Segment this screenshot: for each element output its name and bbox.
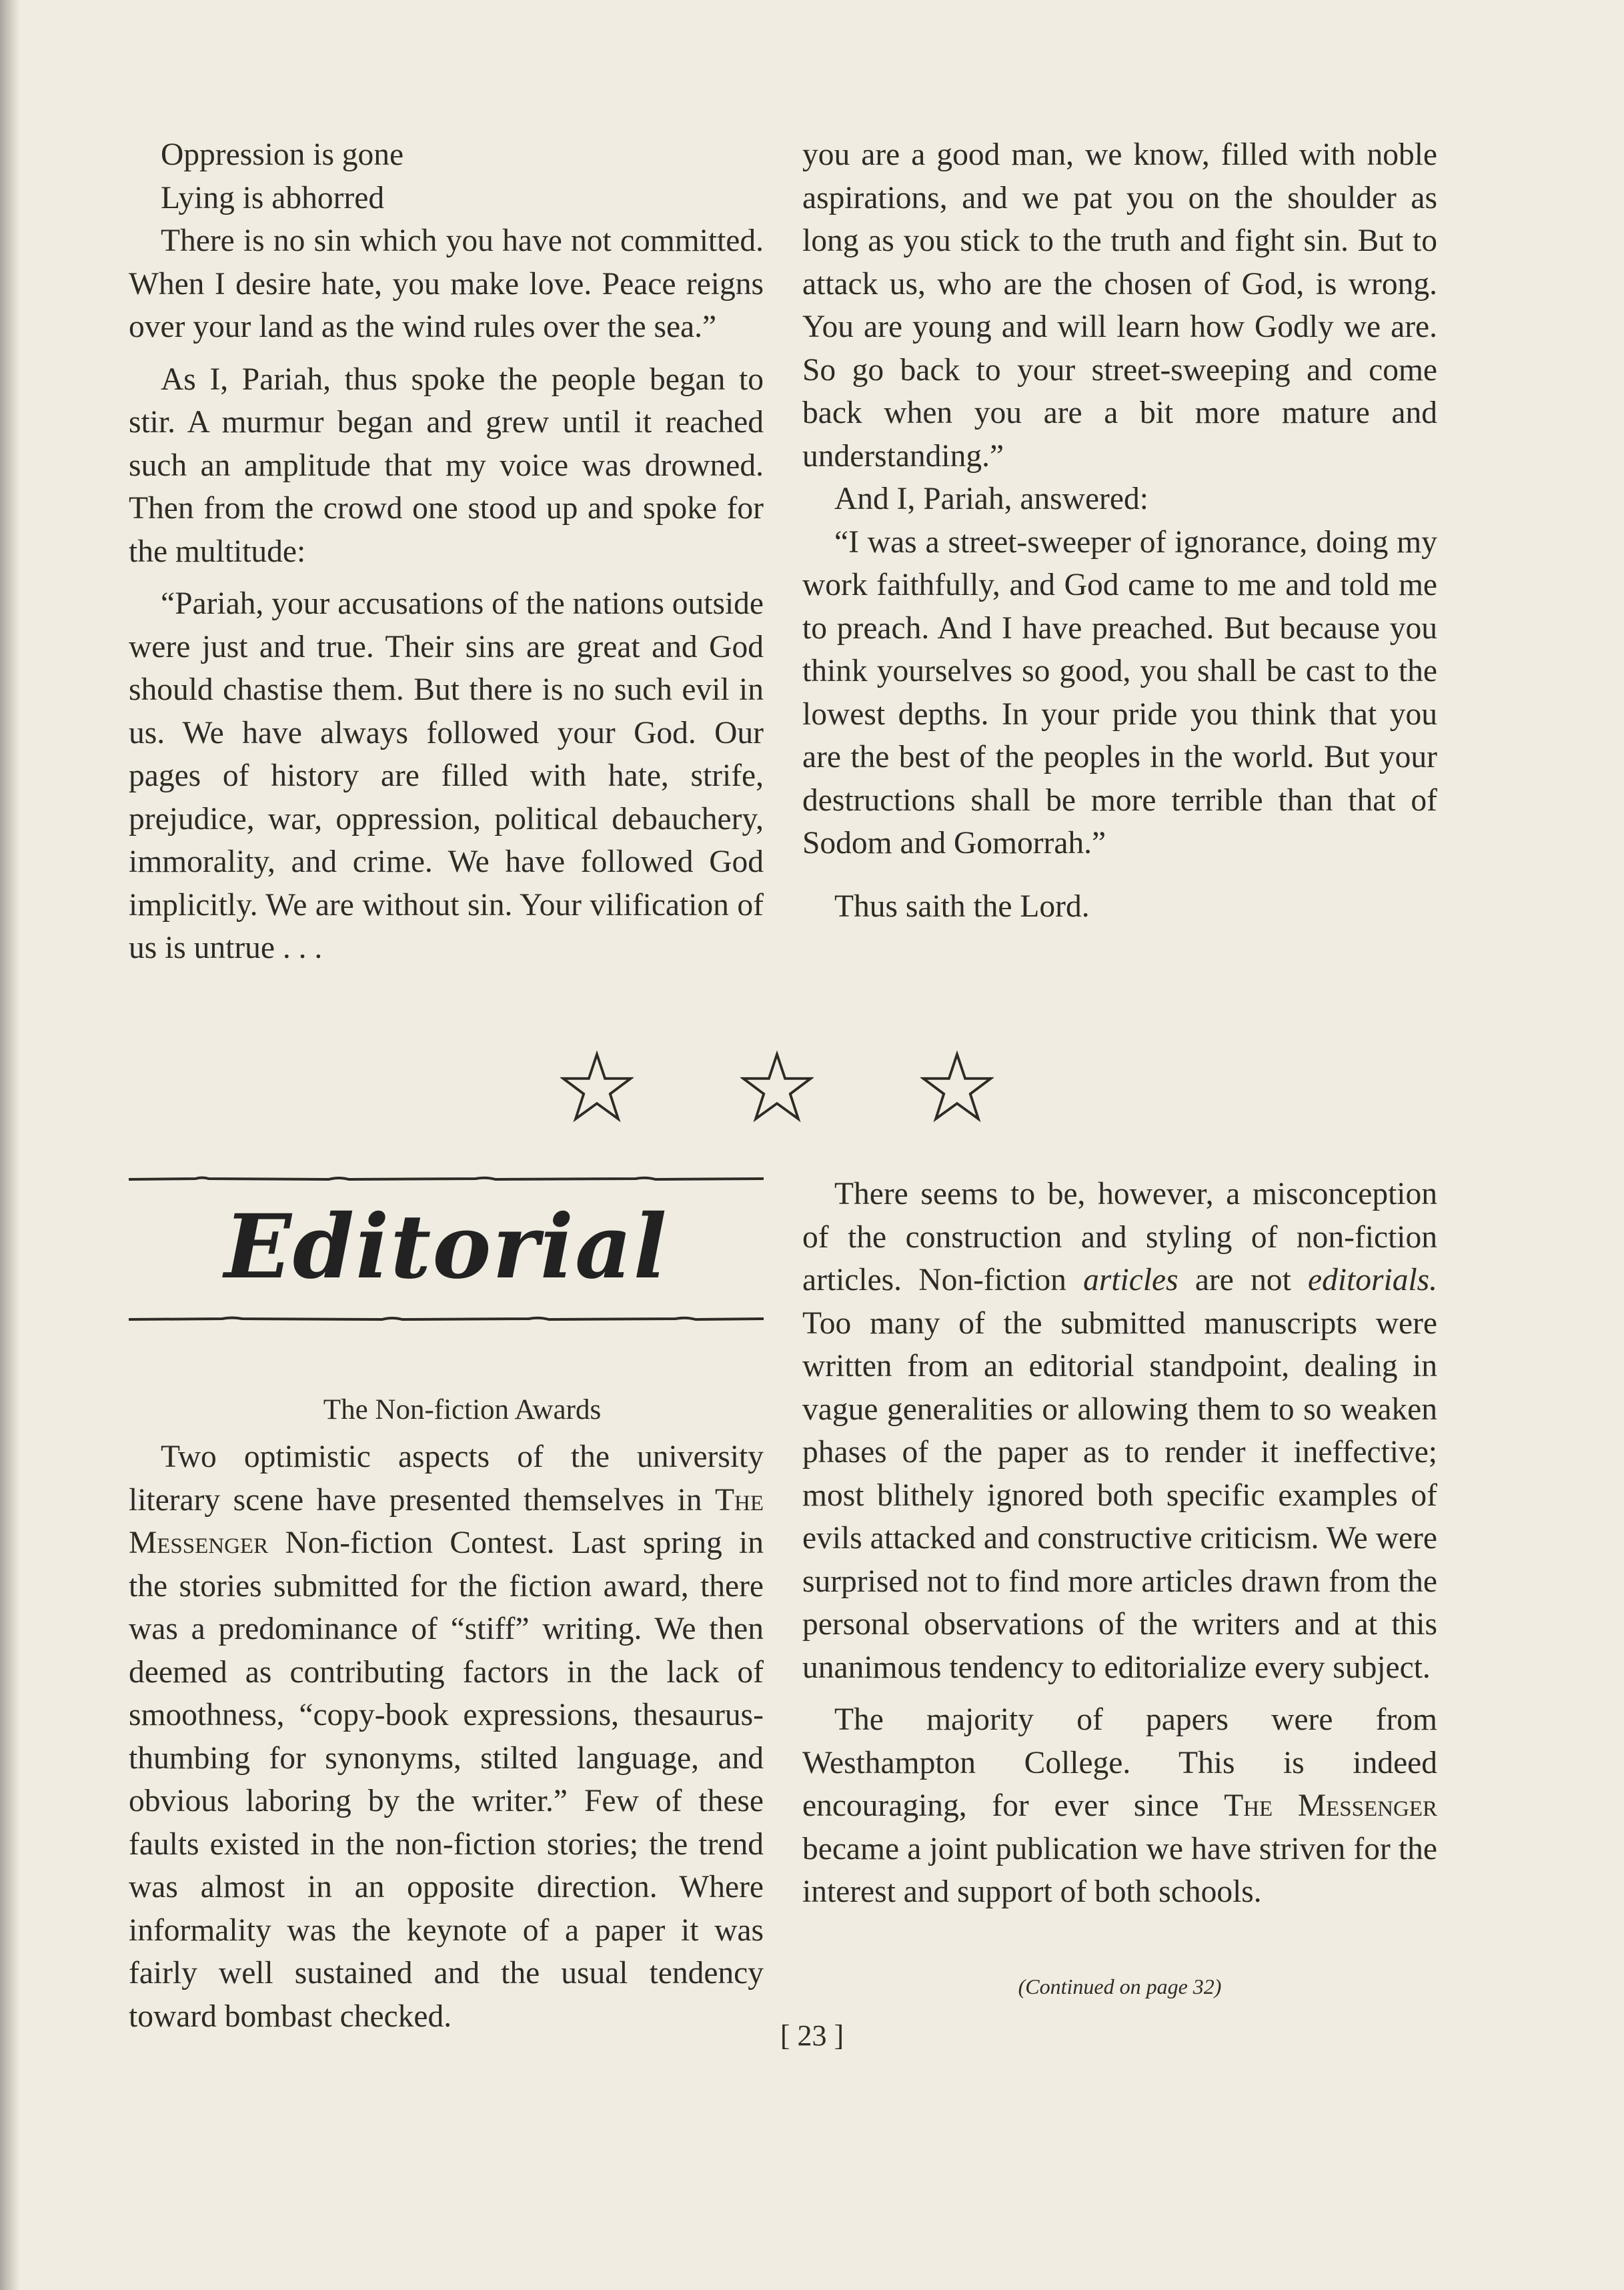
star-outline-icon (740, 1051, 814, 1124)
star-outline-icon (560, 1051, 634, 1124)
paragraph: you are a good man, we know, filled with noble aspirations, and we pat you on the shoulder as long as you stick to the truth and fight sin. But to attack us, who are the chosen of God, is wrong. You are young and will learn how Godly we are. So go back to your street-sweeping and come back when you are a bit more mature and understanding.” (802, 137, 1437, 474)
publication-name: The Messenger (129, 1482, 764, 1560)
paragraph: The majority of papers were from Westhampton College. This is indeed encouraging, for ever since The Messenger became a joint publication we have striven for the interest and support of both schools. (802, 1702, 1438, 1909)
page-binding-edge (0, 0, 20, 2290)
editorial-right-column (802, 1173, 1437, 1914)
closing-line: Thus saith the Lord. (834, 889, 1090, 924)
paragraph: “Pariah, your accusations of the nations outside were just and true. Their sins are great and God should chastise them. But there is no such evil in us. We have always followed your God. Our pages of history are filled with hate, strife, prejudice, war, oppression, political debauchery, immorality, and crime. We have followed God implicitly. We are without sin. Your vilification of us is untrue . . . (129, 586, 764, 965)
page-number: [ 23 ] (780, 2019, 844, 2052)
editorial-masthead: Editorial (224, 1195, 668, 1299)
star-outline-icon (920, 1051, 994, 1124)
top-left-column (129, 133, 764, 970)
paragraph: There is no sin which you have not committed. When I desire hate, you make love. Peace reigns over your land as the wind rules over the sea.” (129, 223, 764, 344)
masthead-rule-bottom (129, 1313, 764, 1326)
paragraph: There seems to be, however, a misconception of the construction and styling of non-fiction articles. Non-fiction articles are not editorials. Too many of the submitted manuscripts were written from an editorial standpoint, dealing in vague generalities or allowing them to so weaken phases of the paper as to render it ineffective; most blithely ignored both specific examples of evils attacked and constructive criticism. We were surprised not to find more articles drawn from the personal observations of the writers and at this unanimous tendency to editorialize every subject. (802, 1177, 1437, 1685)
paragraph: Two optimistic aspects of the university literary scene have presented themselves in The Messenger Non-fiction Contest. Last spring in the stories submitted for the fiction award, there was a predominance of “stiff” writing. We then deemed as contributing factors in the lack of smoothness, “copy-book expressions, thesaurus-thumbing for synonyms, stilted language, and obvious laboring by the writer.” Few of these faults existed in the non-fiction stories; the trend was almost in an opposite direction. Where informality was the keynote of a paper it was fairly well sustained and the usual tendency toward bombast checked. (129, 1440, 764, 2034)
publication-name: The Messenger (1224, 1788, 1438, 1823)
verse-line-2: Lying is abhorred (161, 180, 385, 215)
section-heading: The Non-fiction Awards (323, 1394, 602, 1425)
paragraph: As I, Pariah, thus spoke the people began to stir. A murmur began and grew until it reached such an amplitude that my voice was drowned. Then from the crowd one stood up and spoke for the multitude: (129, 362, 764, 569)
verse-line-1: Oppression is gone (161, 137, 404, 172)
continued-note: (Continued on page 32) (1018, 1974, 1222, 1998)
editorial-left-column (129, 1389, 764, 2038)
top-right-column (802, 133, 1437, 928)
paragraph: And I, Pariah, answered: (834, 482, 1148, 516)
paragraph: “I was a street-sweeper of ignorance, doing my work faithfully, and God came to me and told me to preach. And I have preached. But because you think yourselves so good, you shall be cast to the lowest depths. In your pride you think that you are the best of the peoples in the world. But your destructions shall be more terrible than that of Sodom and Gomorrah.” (802, 524, 1437, 861)
star-ornament (560, 1051, 994, 1131)
